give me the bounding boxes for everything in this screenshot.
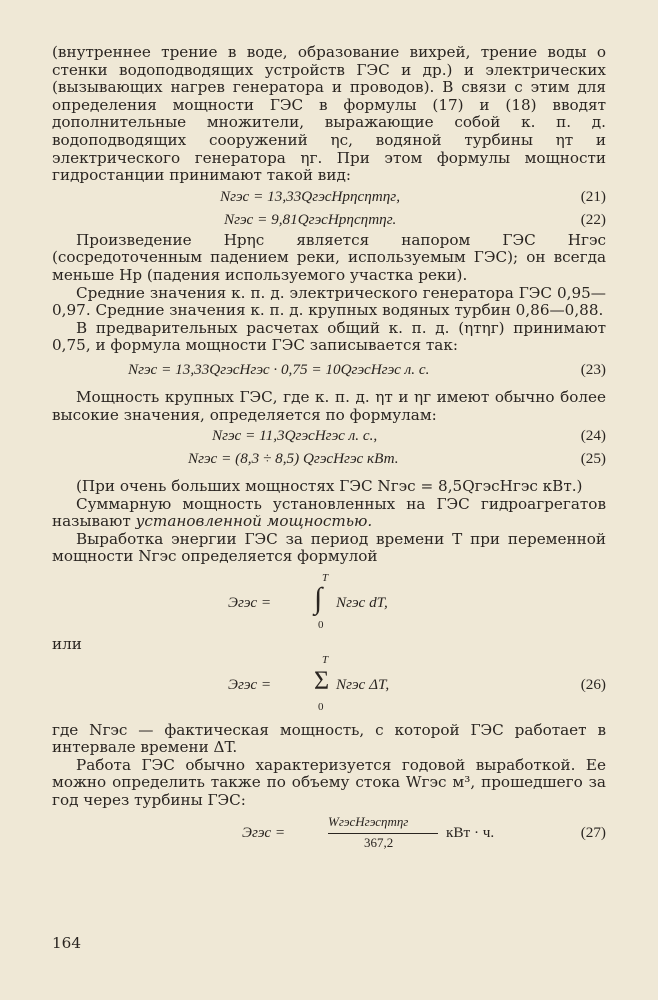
equation-27-lhs: Эгэс = (242, 823, 286, 841)
paragraph-installed-capacity: Суммарную мощность установленных на ГЭС гидроагрегатов называют установленной мощностью. (52, 494, 606, 531)
equation-25 (52, 448, 606, 470)
paragraph-energy-output: Выработка энергии ГЭС за период времени T при переменной мощности Nгэс определяется формулой (52, 529, 606, 566)
page-number: 164 (52, 934, 81, 952)
sum-upper-limit: T (322, 653, 329, 666)
paragraph-head: Произведение Hрηс является напором ГЭС Hгэс (сосредоточенным падением реки, используемым ГЭС); он всегда меньше Hр (падения используемого участка реки). (52, 230, 606, 284)
equation-21 (52, 186, 606, 208)
equation-22-formula: Nгэс = 9,81QгэсHрηсηтηг. (224, 210, 397, 228)
paragraph-losses: (внутреннее трение в воде, образование вихрей, трение воды о стенки водоподводящих устройств ГЭС и др.) и электрических (вызывающих нагрев генератора и проводов). В связи с этим для определения мощности ГЭС в формулы (17) и (18) вводят дополнительные множители, выражающие собой к. п. д. водоподводящих сооружений ηс, водяной турбины ηт и электрического генератора ηг. При этом формулы мощности гидростанции принимают такой вид: (52, 43, 606, 185)
integral-lhs: Эгэс = (228, 594, 272, 612)
equation-27-unit: кВт · ч. (446, 823, 495, 841)
equation-24 (52, 425, 606, 447)
equation-23-formula: Nгэс = 13,33QгэсHгэс · 0,75 = 10QгэсHгэс л. с. (128, 360, 430, 378)
paragraph-annual-output: Работа ГЭС обычно характеризуется годовой выработкой. Ее можно определить также по объему стока Wгэс м³, прошедшего за год через турбины ГЭС: (52, 755, 606, 810)
equation-27-numerator: WгэсHгэсηтηг (328, 813, 409, 829)
equation-27-denominator: 367,2 (364, 834, 394, 850)
equation-22 (52, 209, 606, 231)
equation-27-number: (27) (580, 823, 606, 841)
equation-26-number: (26) (580, 675, 606, 693)
equation-27 (52, 814, 606, 854)
equation-21-number: (21) (580, 187, 606, 205)
integral-rhs: Nгэс dT, (336, 594, 388, 612)
equation-23 (52, 359, 606, 381)
fraction-bar (328, 833, 438, 834)
equation-25-number: (25) (580, 450, 606, 468)
paragraph-actual-power: где Nгэс — фактическая мощность, с которой ГЭС работает в интервале времени ΔT. (52, 720, 606, 757)
integral-sign: ∫ (314, 582, 323, 616)
equation-25-formula: Nгэс = (8,3 ÷ 8,5) QгэсHгэс кВт. (188, 450, 399, 468)
equation-24-number: (24) (580, 427, 606, 445)
word-or: или (52, 635, 82, 654)
paragraph-very-large: (При очень больших мощностях ГЭС Nгэс = 8,5QгэсHгэс кВт.) (76, 477, 583, 496)
sum-lhs: Эгэс = (228, 675, 272, 693)
equation-24-formula: Nгэс = 11,3QгэсHгэс л. с., (212, 427, 378, 445)
sum-rhs: Nгэс ΔT, (336, 675, 390, 693)
term-installed-capacity: установленной мощностью. (135, 512, 373, 531)
sum-lower-limit: 0 (318, 700, 324, 713)
equation-22-number: (22) (580, 210, 606, 228)
sum-sign: Σ (314, 665, 330, 695)
equation-integral (52, 572, 606, 636)
integral-upper-limit: T (322, 572, 329, 585)
equation-21-formula: Nгэс = 13,33QгэсHрηсηтηг, (220, 187, 401, 205)
paragraph-efficiency-values: Средние значения к. п. д. электрического генератора ГЭС 0,95—0,97. Средние значения к. п. д. крупных водяных турбин 0,86—0,88. (52, 283, 606, 320)
paragraph-large-plants: Мощность крупных ГЭС, где к. п. д. ηт и ηг имеют обычно более высокие значения, определяется по формулам: (52, 387, 606, 424)
paragraph-preliminary: В предварительных расчетах общий к. п. д. (ηтηг) принимают 0,75, и формула мощности ГЭС записывается так: (52, 318, 606, 355)
integral-lower-limit: 0 (318, 619, 324, 632)
equation-26 (52, 654, 606, 718)
equation-23-number: (23) (580, 360, 606, 378)
